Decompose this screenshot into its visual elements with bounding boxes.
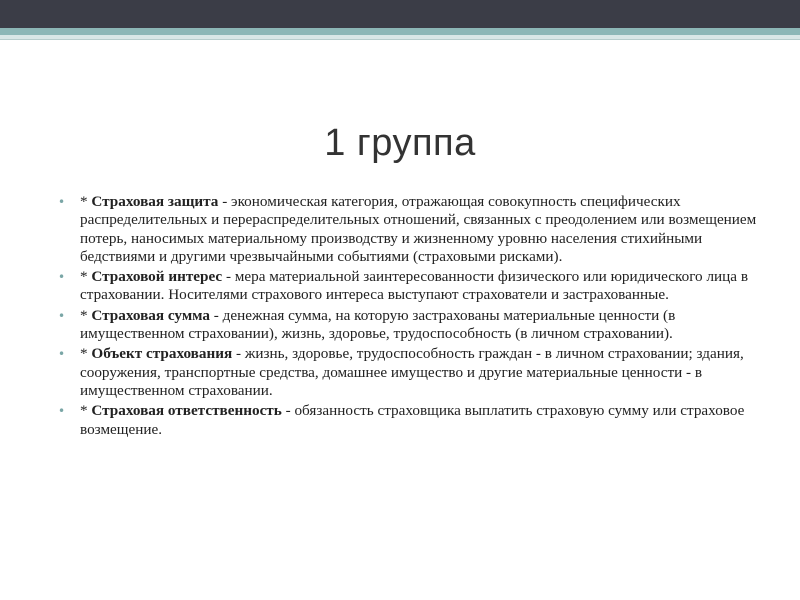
list-item-insurance-object (58, 345, 758, 400)
item-prefix: * (80, 345, 92, 363)
item-prefix: * (80, 402, 92, 420)
item-term: Страховая защита (91, 193, 219, 210)
bullet-icon: • (58, 347, 66, 362)
header-band-dark (0, 0, 800, 28)
list-item-insurance-protection (58, 193, 758, 266)
bullet-icon: • (58, 195, 66, 209)
item-prefix: * (80, 306, 92, 324)
bullet-icon: • (58, 308, 66, 323)
item-text: - экономическая категория, отражающая совокупность специфических распределительных и перераспределительных отношений, связанных с преодолением или возмещением потерь, наносимых материальному производству и жизненному уровню населения стихийными бедствиями и другими чрезвычайными событиями (страховыми рисками). (80, 193, 757, 265)
item-text: - мера материальной заинтересованности физического или юридического лица в страховании. Носителями страхового интереса выступают страхователи и застрахованные. (80, 268, 748, 304)
item-prefix: * (80, 193, 92, 210)
item-text: - денежная сумма, на которую застрахованы материальные ценности (в имущественном страховании), жизнь, здоровье, трудоспособность (в личном страховании). (80, 306, 676, 343)
header-band-teal (0, 28, 800, 35)
item-text: - обязанность страховщика выплатить страховую сумму или страховое возмещение. (80, 402, 745, 438)
bullet-icon: • (58, 270, 66, 285)
item-term: Страховой интерес (91, 268, 223, 286)
list-item-insurance-interest (58, 268, 758, 305)
item-term: Страховая ответственность (91, 402, 282, 420)
list-item-sum-insured (58, 307, 758, 344)
item-prefix: * (80, 268, 92, 286)
bullet-icon: • (58, 404, 66, 419)
item-text: - жизнь, здоровье, трудоспособность граждан - в личном страховании; здания, сооружения, транспортные средства, домашнее имущество и другие материальные ценности - в имущественном страховании. (80, 345, 744, 399)
slide-title: 1 группа (324, 122, 476, 164)
list-item-insurance-liability (58, 402, 758, 439)
item-term: Объект страхования (91, 345, 233, 363)
item-term: Страховая сумма (91, 306, 210, 324)
definitions-list (58, 193, 758, 441)
header-band-line (0, 39, 800, 40)
